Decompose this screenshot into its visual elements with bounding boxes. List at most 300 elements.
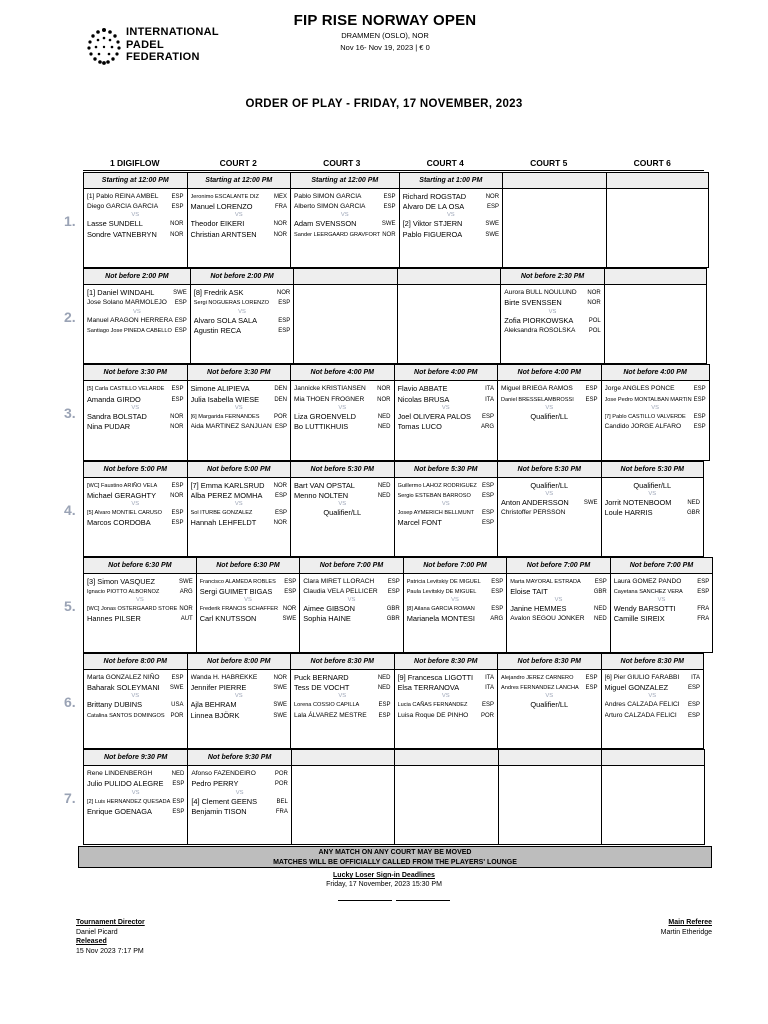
player-nationality: SWE <box>485 221 500 228</box>
player-entry <box>191 491 288 501</box>
qualifier-slot: Qualifier/LL <box>633 480 672 490</box>
player-entry <box>403 219 500 229</box>
match-time: Not before 5:30 PM <box>602 462 704 478</box>
match-cell <box>500 268 604 364</box>
match-time: Not before 7:00 PM <box>404 558 507 574</box>
tournament-header <box>270 12 500 52</box>
player-nationality: ESP <box>387 588 400 595</box>
player-nationality: DEN <box>274 386 287 393</box>
player-nationality: ESP <box>274 492 287 499</box>
player-entry <box>194 298 291 308</box>
match-players <box>602 381 709 432</box>
match-time <box>292 750 395 766</box>
player-nationality: ESP <box>697 588 710 595</box>
match-cell <box>83 749 187 845</box>
match-players <box>291 478 394 518</box>
player-name: Lala ÁLVAREZ MESTRE <box>294 711 367 719</box>
vs-label: VS <box>338 693 347 700</box>
match-time: Not before 4:00 PM <box>602 365 709 381</box>
player-nationality: POL <box>588 317 601 324</box>
schedule-row <box>83 461 704 557</box>
player-nationality: POR <box>480 712 494 719</box>
player-nationality: ESP <box>594 578 607 585</box>
player-name: Ignacio PIOTTO ALBORNOZ <box>87 588 160 595</box>
vs-label: VS <box>651 404 659 411</box>
player-nationality: SWE <box>273 702 287 709</box>
player-name: Wendy BARSOTTI <box>613 604 676 614</box>
player-entry <box>191 192 288 202</box>
player-entry <box>87 192 184 202</box>
match-cell <box>196 557 300 653</box>
player-entry <box>398 412 495 422</box>
player-nationality: ESP <box>171 509 184 516</box>
match-time: Not before 3:30 PM <box>188 365 291 381</box>
player-entry <box>87 604 193 614</box>
player-nationality: ESP <box>278 317 291 324</box>
player-nationality: ESP <box>693 423 706 430</box>
match-time: Not before 4:00 PM <box>498 365 601 381</box>
player-name: [7] Pablo CASTILLO VALVERDE <box>604 413 686 420</box>
player-nationality: NOR <box>179 606 193 613</box>
player-entry <box>191 202 288 212</box>
player-name: Menno NOLTEN <box>294 490 349 500</box>
player-nationality: ESP <box>387 578 400 585</box>
player-entry <box>303 577 400 587</box>
player-name: Lucia CAÑAS FERNANDEZ <box>397 702 468 709</box>
player-entry <box>191 422 288 432</box>
player-entry <box>504 298 601 308</box>
player-name: Benjamin TISON <box>191 806 247 816</box>
player-name: Patricia Levitskiy DE MIGUEL <box>406 578 481 585</box>
vs-label: VS <box>648 693 657 700</box>
player-nationality: GBR <box>686 509 700 516</box>
match-time <box>503 173 606 189</box>
match-time: Not before 7:00 PM <box>507 558 610 574</box>
vs-label: VS <box>338 500 347 507</box>
player-entry <box>87 508 184 518</box>
player-nationality: POR <box>273 413 287 420</box>
match-time: Not before 4:00 PM <box>291 365 394 381</box>
player-entry <box>191 481 288 491</box>
match-cell <box>601 749 705 845</box>
match-time: Not before 8:00 PM <box>188 654 291 670</box>
player-nationality: NED <box>594 606 607 613</box>
match-cell <box>403 557 507 653</box>
player-entry <box>605 498 701 508</box>
match-time: Not before 8:30 PM <box>602 654 704 670</box>
player-name: Richard ROGSTAD <box>402 192 467 201</box>
row-number: 4. <box>64 501 76 518</box>
player-entry <box>398 422 495 432</box>
player-entry <box>200 604 297 614</box>
match-time: Not before 5:30 PM <box>498 462 601 478</box>
player-entry <box>87 412 184 422</box>
player-name: [4] Clement GEENS <box>191 796 258 806</box>
player-entry <box>87 518 184 528</box>
tournament-location: DRAMMEN (OSLO), NOR <box>341 31 429 40</box>
player-entry <box>407 604 504 614</box>
player-nationality: NOR <box>170 423 184 430</box>
player-name: [2] Viktor STJERN <box>402 219 463 229</box>
player-name: Puck BERNARD <box>294 673 349 682</box>
player-entry <box>504 288 601 298</box>
row-number: 5. <box>64 597 76 614</box>
player-name: Aleksandra ROSOLSKA <box>504 326 576 334</box>
player-entry <box>87 577 193 587</box>
player-nationality: ESP <box>174 317 187 324</box>
player-nationality: NED <box>171 771 185 778</box>
match-players <box>602 670 704 721</box>
player-name: Laura GOMEZ PANDO <box>613 577 682 585</box>
player-entry <box>87 230 184 240</box>
player-nationality: ESP <box>171 675 184 681</box>
player-entry <box>87 700 184 710</box>
player-entry <box>194 326 291 336</box>
player-name: Baharak SOLEYMANI <box>87 683 160 693</box>
player-name: Sander LEERGAARD GRAVFORT <box>294 231 381 238</box>
match-cell <box>506 557 610 653</box>
player-name: Andres FERNANDEZ LANCHA <box>501 685 579 692</box>
player-nationality: POR <box>274 771 288 778</box>
player-entry <box>605 422 706 432</box>
player-entry <box>87 288 187 298</box>
player-entry <box>294 673 391 683</box>
match-time <box>499 750 602 766</box>
match-players <box>84 478 187 529</box>
player-name: Catalina SANTOS DOMINGOS <box>87 712 165 719</box>
match-cell <box>397 268 501 364</box>
player-nationality: ARG <box>480 423 494 430</box>
match-time: Starting at 1:00 PM <box>400 173 503 189</box>
vs-label: VS <box>131 404 140 411</box>
player-name: Marcel FONT <box>397 518 442 528</box>
player-nationality: FRA <box>697 606 710 613</box>
player-nationality: ESP <box>378 702 391 709</box>
player-name: Linnea BJÖRK <box>190 710 240 720</box>
player-name: Jennifer PIERRE <box>190 683 247 693</box>
player-entry <box>403 192 500 202</box>
player-nationality: ESP <box>383 194 396 200</box>
match-players <box>191 285 294 336</box>
match-players <box>498 670 601 710</box>
player-nationality: ARG <box>490 616 504 623</box>
player-nationality: ESP <box>491 606 504 613</box>
player-name: Nina PUDAR <box>87 421 131 431</box>
player-entry <box>398 384 495 394</box>
match-cell <box>502 172 606 268</box>
player-name: Hannes PILSER <box>87 614 141 624</box>
player-name: Marta GONZALEZ NIÑO <box>87 674 160 681</box>
match-time: Not before 5:30 PM <box>395 462 498 478</box>
player-entry <box>294 384 391 394</box>
player-name: Pablo FIGUEROA <box>402 229 463 239</box>
player-entry <box>501 508 598 518</box>
player-nationality: ESP <box>172 798 185 805</box>
player-nationality: SWE <box>485 231 500 238</box>
player-name: Agustin RECA <box>193 325 242 335</box>
player-entry <box>87 326 187 336</box>
vs-label: VS <box>244 597 252 604</box>
player-name: Jeronimo ESCALANTE DIZ <box>190 194 259 200</box>
match-players <box>507 574 610 625</box>
player-entry <box>294 219 396 229</box>
vs-label: VS <box>131 693 140 700</box>
player-entry <box>191 518 288 528</box>
player-nationality: NED <box>377 482 391 489</box>
player-nationality: MEX <box>273 194 287 200</box>
vs-label: VS <box>657 597 666 604</box>
player-name: Lorena COSSIO CAPILLA <box>294 702 360 709</box>
player-name: Diego GARCIA GARCIA <box>87 203 159 211</box>
player-entry <box>191 711 288 721</box>
player-name: Manuel ARAGON HERRERA <box>87 316 173 324</box>
referee-name: Martin Etheridge <box>660 928 712 936</box>
player-entry <box>294 711 391 721</box>
player-entry <box>87 384 184 394</box>
player-nationality: NOR <box>382 231 396 238</box>
player-entry <box>403 202 500 212</box>
player-name: Tess DE VOCHT <box>294 683 350 693</box>
schedule-row <box>83 268 704 364</box>
schedule-row <box>83 364 704 460</box>
player-nationality: ITA <box>485 386 494 393</box>
player-name: Miguel GONZALEZ <box>604 683 669 693</box>
player-name: [6] Pier GIULIO FARABBI <box>604 674 680 681</box>
player-entry <box>504 316 601 326</box>
player-nationality: DEN <box>274 396 287 403</box>
player-name: Afonso FAZENDEIRO <box>191 770 256 778</box>
player-entry <box>194 316 291 326</box>
player-nationality: ESP <box>172 781 185 788</box>
player-name: Santiago Jose PINEDA CABELLO <box>87 327 172 334</box>
player-nationality: SWE <box>282 616 297 623</box>
match-cell <box>601 461 705 557</box>
player-nationality: ESP <box>585 386 598 393</box>
lucky-loser-deadline: Friday, 17 November, 2023 15:30 PM <box>326 881 442 888</box>
released-value: 15 Nov 2023 7:17 PM <box>76 947 144 955</box>
player-entry <box>510 604 607 614</box>
match-players <box>84 574 196 625</box>
player-nationality: ESP <box>481 492 494 499</box>
player-name: Alvaro SOLA SALA <box>193 315 258 325</box>
match-cell <box>604 268 708 364</box>
player-entry <box>614 587 710 597</box>
player-nationality: ESP <box>172 808 185 815</box>
match-time: Not before 5:00 PM <box>84 462 187 478</box>
player-name: [7] Emma KARLSRUD <box>190 480 265 490</box>
player-nationality: GBR <box>386 616 400 623</box>
match-time: Not before 2:30 PM <box>501 269 604 285</box>
match-cell <box>187 749 291 845</box>
player-nationality: NOR <box>273 675 287 681</box>
released-label: Released <box>76 938 107 945</box>
player-entry <box>605 412 706 422</box>
player-entry <box>605 384 706 394</box>
vs-label: VS <box>131 212 140 219</box>
player-entry <box>501 683 598 693</box>
vs-label: VS <box>545 490 554 497</box>
match-players <box>84 189 187 240</box>
qualifier-slot: Qualifier/LL <box>530 411 569 421</box>
match-time <box>605 269 707 285</box>
order-of-play-title: ORDER OF PLAY - FRIDAY, 17 NOVEMBER, 2023 <box>245 98 523 110</box>
player-name: Christoffer PERSSON <box>501 508 566 516</box>
match-cell <box>83 268 190 364</box>
player-nationality: NOR <box>170 413 184 420</box>
court-header: COURT 6 <box>633 158 671 168</box>
player-name: [WC] Faustino ARIÑO VELA <box>87 482 158 489</box>
court-header: COURT 2 <box>219 158 257 168</box>
match-players <box>291 189 399 240</box>
director-label: Tournament Director <box>76 919 145 926</box>
player-name: Aimee GIBSON <box>303 604 355 614</box>
player-entry <box>407 587 504 597</box>
player-nationality: NED <box>377 413 391 420</box>
player-entry <box>294 683 391 693</box>
tournament-title: FIP RISE NORWAY OPEN <box>293 12 477 29</box>
match-time: Not before 5:30 PM <box>291 462 394 478</box>
player-nationality: GBR <box>593 588 607 595</box>
match-cell <box>83 557 196 653</box>
player-entry <box>200 587 297 597</box>
player-nationality: SWE <box>173 290 187 297</box>
referee-label: Main Referee <box>668 919 712 926</box>
player-nationality: NOR <box>282 606 297 613</box>
player-nationality: NOR <box>273 520 287 527</box>
player-name: Sophia HAINE <box>303 614 351 624</box>
player-name: Jorge ANGLES PONCE <box>604 385 675 393</box>
match-time <box>395 750 498 766</box>
vs-label: VS <box>131 500 140 507</box>
player-nationality: NED <box>377 675 391 681</box>
player-entry <box>191 700 288 710</box>
player-name: Candido JORGE ALFARO <box>604 422 682 430</box>
player-entry <box>504 326 601 336</box>
vs-label: VS <box>441 693 450 700</box>
player-name: [5] Alvaro MONTIEL CARUSO <box>87 509 163 516</box>
player-name: Pedro PERRY <box>191 779 239 789</box>
player-entry <box>87 797 184 807</box>
match-players <box>395 478 498 529</box>
player-name: Joel OLIVERA PALOS <box>397 411 471 421</box>
player-name: Elsa TERRANOVA <box>397 683 460 693</box>
match-players <box>611 574 713 625</box>
schedule-row <box>83 557 710 653</box>
match-players <box>395 670 498 721</box>
player-name: Andres CALZADA FELICI <box>604 701 680 709</box>
match-cell <box>83 172 187 268</box>
player-nationality: ESP <box>174 327 187 334</box>
player-nationality: ITA <box>691 675 700 681</box>
player-entry <box>398 700 495 710</box>
player-name: Alvaro DE LA OSA <box>402 202 465 212</box>
player-name: Jorrit NOTENBOOM <box>604 497 672 507</box>
player-nationality: SWE <box>179 578 193 585</box>
player-name: Pablo SIMON GARCIA <box>294 193 362 200</box>
match-cell <box>290 461 394 557</box>
court-header: 1 DIGIFLOW <box>109 158 160 168</box>
match-players <box>84 285 190 336</box>
player-name: Eloise TAIT <box>510 586 548 596</box>
player-nationality: ESP <box>278 300 291 307</box>
player-entry <box>87 316 187 326</box>
player-entry <box>87 683 184 693</box>
player-entry <box>191 683 288 693</box>
court-header: COURT 4 <box>426 158 464 168</box>
player-nationality: NED <box>594 616 607 623</box>
player-name: Marta MAYORAL ESTRADA <box>510 578 581 585</box>
player-name: Frederik FRANCIS SCHAFFER <box>199 606 279 613</box>
match-cell <box>291 749 395 845</box>
match-time: Not before 8:30 PM <box>498 654 601 670</box>
player-entry <box>191 508 288 518</box>
player-name: Camille SIREIX <box>613 614 665 624</box>
match-cell <box>601 653 705 749</box>
match-players <box>84 670 187 721</box>
footer-director <box>76 918 145 956</box>
match-time: Not before 9:30 PM <box>188 750 291 766</box>
vs-label: VS <box>648 490 657 497</box>
player-name: Paula Levitskiy DE MIGUEL <box>406 588 477 595</box>
match-time: Not before 7:00 PM <box>611 558 713 574</box>
player-nationality: NOR <box>485 194 500 200</box>
player-name: Janine HEMMES <box>510 604 567 614</box>
player-name: Jose Solano MARMOLEJO <box>87 299 167 307</box>
player-name: Sergio ESTEBAN BARROSO <box>397 492 471 499</box>
player-name: Aurora BULL NOULUND <box>504 289 577 297</box>
player-entry <box>87 491 184 501</box>
player-entry <box>294 230 396 240</box>
match-cell <box>610 557 714 653</box>
match-cell <box>601 364 710 460</box>
player-nationality: ESP <box>687 685 700 692</box>
player-nationality: NOR <box>276 290 291 297</box>
player-name: Sergi GUIMET BIGAS <box>199 586 273 596</box>
player-name: Julio PULIDO ALEGRE <box>87 779 164 789</box>
player-nationality: ESP <box>278 327 291 334</box>
player-name: Lasse SUNDELL <box>87 219 143 229</box>
player-nationality: ESP <box>687 702 700 709</box>
player-nationality: NOR <box>587 290 601 297</box>
match-players <box>501 285 604 336</box>
player-name: Sandra BOLSTAD <box>87 411 147 421</box>
player-entry <box>294 481 391 491</box>
player-name: [8] Fredrik ASK <box>193 288 244 298</box>
match-cell <box>83 653 187 749</box>
player-nationality: NOR <box>273 221 287 228</box>
player-nationality: ESP <box>697 578 710 585</box>
player-name: Arturo CALZADA FELICI <box>604 711 677 719</box>
match-players <box>300 574 403 625</box>
player-nationality: ESP <box>491 588 504 595</box>
player-entry <box>398 491 495 501</box>
player-nationality: SWE <box>169 685 184 692</box>
match-cell <box>394 749 498 845</box>
match-time: Not before 8:00 PM <box>84 654 187 670</box>
player-nationality: POR <box>170 712 184 719</box>
player-name: Anton ANDERSSON <box>501 497 569 507</box>
player-entry <box>303 604 400 614</box>
match-players <box>197 574 300 625</box>
player-entry <box>398 518 495 528</box>
player-name: Alba PEREZ MOMHA <box>190 490 263 500</box>
player-name: Flavio ABBATE <box>397 384 448 394</box>
player-name: Aida MARTINEZ SANJUAN <box>190 422 272 430</box>
player-name: [WC] Jonas OSTERGAARD STORE <box>87 606 178 613</box>
player-nationality: ESP <box>378 712 391 719</box>
player-entry <box>294 700 391 710</box>
player-entry <box>398 711 495 721</box>
